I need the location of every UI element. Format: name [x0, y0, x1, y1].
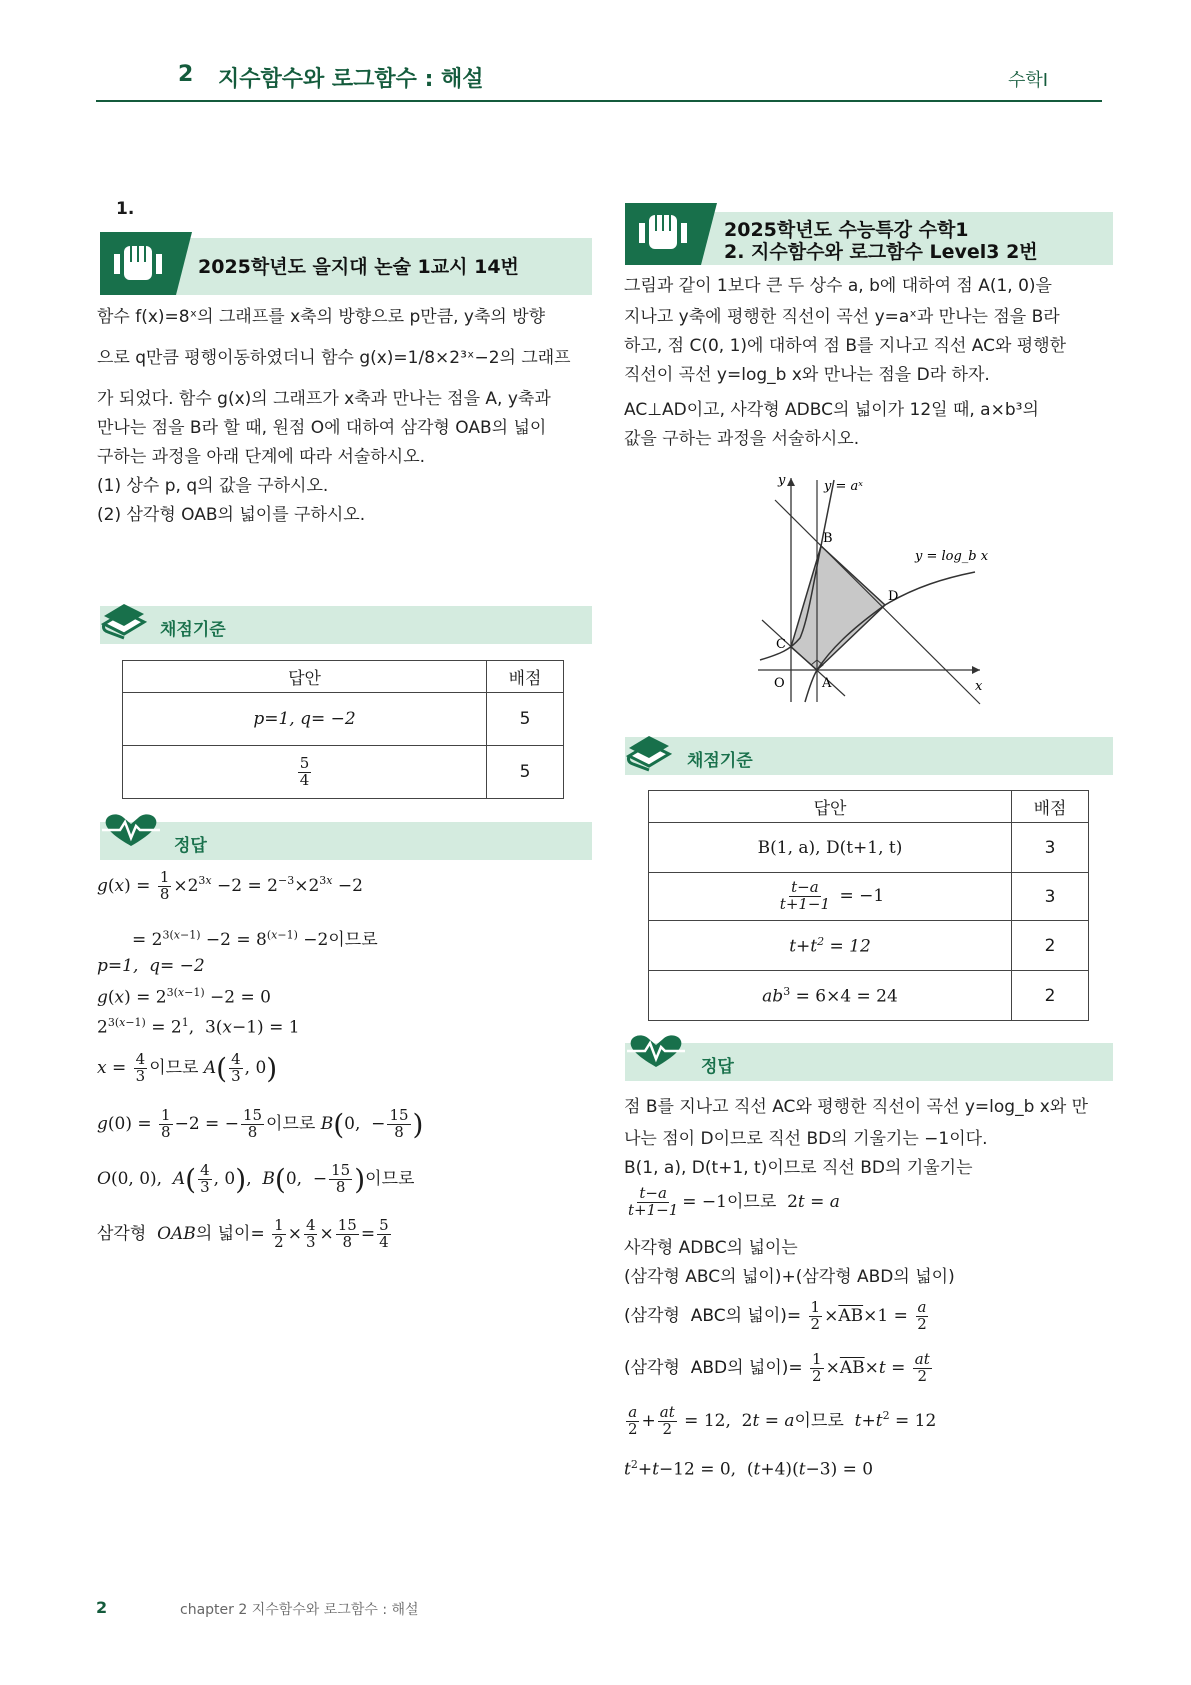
solution-line: x = $\frac{4}{3}$ 이므로 A( $\frac{4}{3}$ , 0)	[97, 1050, 278, 1085]
solution-line: 점 B를 지나고 직선 AC와 평행한 직선이 곡선 y=log_b x와 만	[624, 1097, 1089, 1117]
solution-line: $\frac{t-a}{t+1-1}$ = −1이므로 2t = a	[628, 1184, 840, 1219]
table-row	[123, 693, 564, 746]
solution-line: 나는 점이 D이므로 직선 BD의 기울기는 −1이다.	[624, 1129, 988, 1149]
solution-line: = $2^{3(x-1)} -2 = 8^{(x-1)} -2$이므로	[132, 928, 378, 950]
problem-line: 직선이 곡선 y=log_b x와 만나는 점을 D라 하자.	[624, 365, 990, 385]
table-cell-score: 2	[1012, 921, 1089, 971]
solution-line: g(x) = $\frac{1}{8}$ $\times 2^{3x} -2 = 2^{-3}\times 2^{3x} -2$	[97, 868, 363, 903]
problem-title: 2025학년도 수능특강 수학1 2. 지수함수와 로그함수 Level3 2번	[724, 219, 1038, 263]
fist-badge	[100, 232, 192, 295]
problem-title: 2025학년도 을지대 논술 1교시 14번	[198, 256, 519, 278]
solution-line: (삼각형 ABD의 넓이)= $\frac{1}{2}$ $\times\overline{AB}\times t$ = $\frac{at}{2}$	[624, 1350, 930, 1385]
problem-line: 그림과 같이 1보다 큰 두 상수 a, b에 대하여 점 A(1, 0)을	[624, 276, 1052, 296]
table-header: 답안	[649, 791, 1012, 823]
table-row	[649, 971, 1089, 1021]
grading-label: 채점기준	[160, 620, 226, 640]
problem-line: 구하는 과정을 아래 단계에 따라 서술하시오.	[97, 447, 426, 467]
table-row	[123, 746, 564, 799]
answer-label: 정답	[174, 836, 207, 856]
header-divider	[96, 100, 1102, 102]
table-cell-answer: $\frac{t-a}{t+1-1}$ = −1	[649, 873, 1012, 921]
table-cell-score: 3	[1012, 823, 1089, 873]
answer-label: 정답	[701, 1057, 734, 1077]
page-number: 2	[96, 1598, 108, 1617]
problem-line: 하고, 점 C(0, 1)에 대하여 점 B를 지나고 직선 AC와 평행한	[624, 336, 1067, 356]
solution-line: $\frac{a}{2}$ + $\frac{at}{2}$ = 12, 2t = a이므로 $t+t^2 = 12$	[628, 1403, 937, 1438]
table-cell-score: 2	[1012, 971, 1089, 1021]
table-header: 답안	[123, 661, 487, 693]
fist-icon	[100, 232, 192, 295]
footer-text: chapter 2 지수함수와 로그함수 : 해설	[180, 1602, 419, 1618]
graph-label-o: O	[774, 676, 785, 691]
graph-label-x: x	[975, 679, 983, 694]
table-header: 배점	[1012, 791, 1089, 823]
solution-line: $t^2+t-12 = 0$, (t+4)(t−3) = 0	[624, 1458, 874, 1480]
problem-line: 값을 구하는 과정을 서술하시오.	[624, 429, 860, 449]
book-icon	[100, 594, 148, 645]
graph-label-a: A	[822, 676, 832, 691]
table-row	[649, 823, 1089, 873]
table-cell-score: 5	[487, 746, 564, 799]
problem-line: 으로 q만큼 평행이동하였더니 함수 g(x)=1/8×2³ˣ−2의 그래프	[97, 348, 571, 368]
problem-number: 1.	[116, 199, 135, 219]
answer-band	[625, 1043, 1113, 1081]
solution-line: g(0) = $\frac{1}{8}$ −2 = − $\frac{15}{8}$ 이므로 B(0, − $\frac{15}{8}$ )	[97, 1106, 424, 1141]
table-cell-score: 3	[1012, 873, 1089, 921]
table-cell-answer: B(1, a), D(t+1, t)	[649, 823, 1012, 873]
table-row	[649, 921, 1089, 971]
solution-line: (삼각형 ABC의 넓이)= $\frac{1}{2}$ $\times\overline{AB}\times 1$ = $\frac{a}{2}$	[624, 1298, 927, 1333]
grading-label: 채점기준	[687, 751, 753, 771]
graph-label-log: y = log_b x	[915, 549, 989, 564]
problem-statement	[624, 272, 1119, 454]
solution-text	[624, 1234, 1119, 1292]
fist-icon	[625, 203, 717, 265]
page-title: 지수함수와 로그함수 : 해설	[218, 67, 484, 92]
problem-statement	[97, 303, 593, 530]
solution-line: $g(x) = 2^{3(x-1)} -2 = 0$	[97, 986, 271, 1008]
solution-line: B(1, a), D(t+1, t)이므로 직선 BD의 기울기는	[624, 1158, 973, 1178]
problem-line: 함수 f(x)=8ˣ의 그래프를 x축의 방향으로 p만큼, y축의 방향	[97, 307, 546, 327]
table-cell-score: 5	[487, 693, 564, 746]
graph-label-c: C	[776, 637, 786, 652]
graph-label-b: B	[823, 531, 833, 546]
heart-pulse-icon	[625, 1033, 687, 1074]
table-header: 배점	[487, 661, 564, 693]
problem-line: (1) 상수 p, q의 값을 구하시오.	[97, 476, 329, 496]
solution-line: 삼각형 OAB의 넓이= $\frac{1}{2}$ × $\frac{4}{3}$ × $\frac{15}{8}$ = $\frac{5}{4}$	[97, 1216, 389, 1251]
fist-badge	[625, 203, 717, 265]
graph-label-d: D	[888, 589, 899, 604]
problem-line: 가 되었다. 함수 g(x)의 그래프가 x축과 만나는 점을 A, y축과	[97, 389, 551, 409]
function-graph	[750, 470, 990, 710]
book-icon	[625, 726, 673, 777]
grading-table	[122, 660, 564, 799]
table-cell-answer: $ab^3 = 6\times 4 = 24$	[649, 971, 1012, 1021]
solution-line: 사각형 ADBC의 넓이는	[624, 1238, 798, 1258]
solution-line: $2^{3(x-1)} = 2^1$, 3(x−1) = 1	[97, 1016, 300, 1038]
table-cell-answer: p=1, q= −2	[123, 693, 487, 746]
grading-table	[648, 790, 1089, 1021]
solution-line: p=1, q= −2	[97, 956, 205, 976]
quadrilateral-ADBC	[791, 546, 885, 670]
table-row	[649, 873, 1089, 921]
problem-line: 지나고 y축에 평행한 직선이 곡선 y=aˣ과 만나는 점을 B라	[624, 307, 1060, 327]
table-cell-answer: $t+t^2 = 12$	[649, 921, 1012, 971]
subject-label: 수학Ⅰ	[1008, 70, 1049, 91]
solution-line: (삼각형 ABC의 넓이)+(삼각형 ABD의 넓이)	[624, 1267, 955, 1287]
problem-line: AC⊥AD이고, 사각형 ADBC의 넓이가 12일 때, a×b³의	[624, 400, 1039, 420]
solution-text	[624, 1093, 1119, 1183]
problem-line: 만나는 점을 B라 할 때, 원점 O에 대하여 삼각형 OAB의 넓이	[97, 418, 547, 438]
problem-line: (2) 삼각형 OAB의 넓이를 구하시오.	[97, 505, 366, 525]
graph-label-exp: y = aˣ	[824, 479, 863, 494]
table-cell-answer: $\frac{5}{4}$	[123, 746, 487, 799]
heart-pulse-icon	[100, 812, 162, 853]
solution-line: O(0, 0), A( $\frac{4}{3}$ , 0), B(0, − $\frac{15}{8}$ )이므로	[97, 1161, 415, 1196]
graph-label-y: y	[778, 473, 786, 488]
chapter-number: 2	[178, 62, 194, 87]
